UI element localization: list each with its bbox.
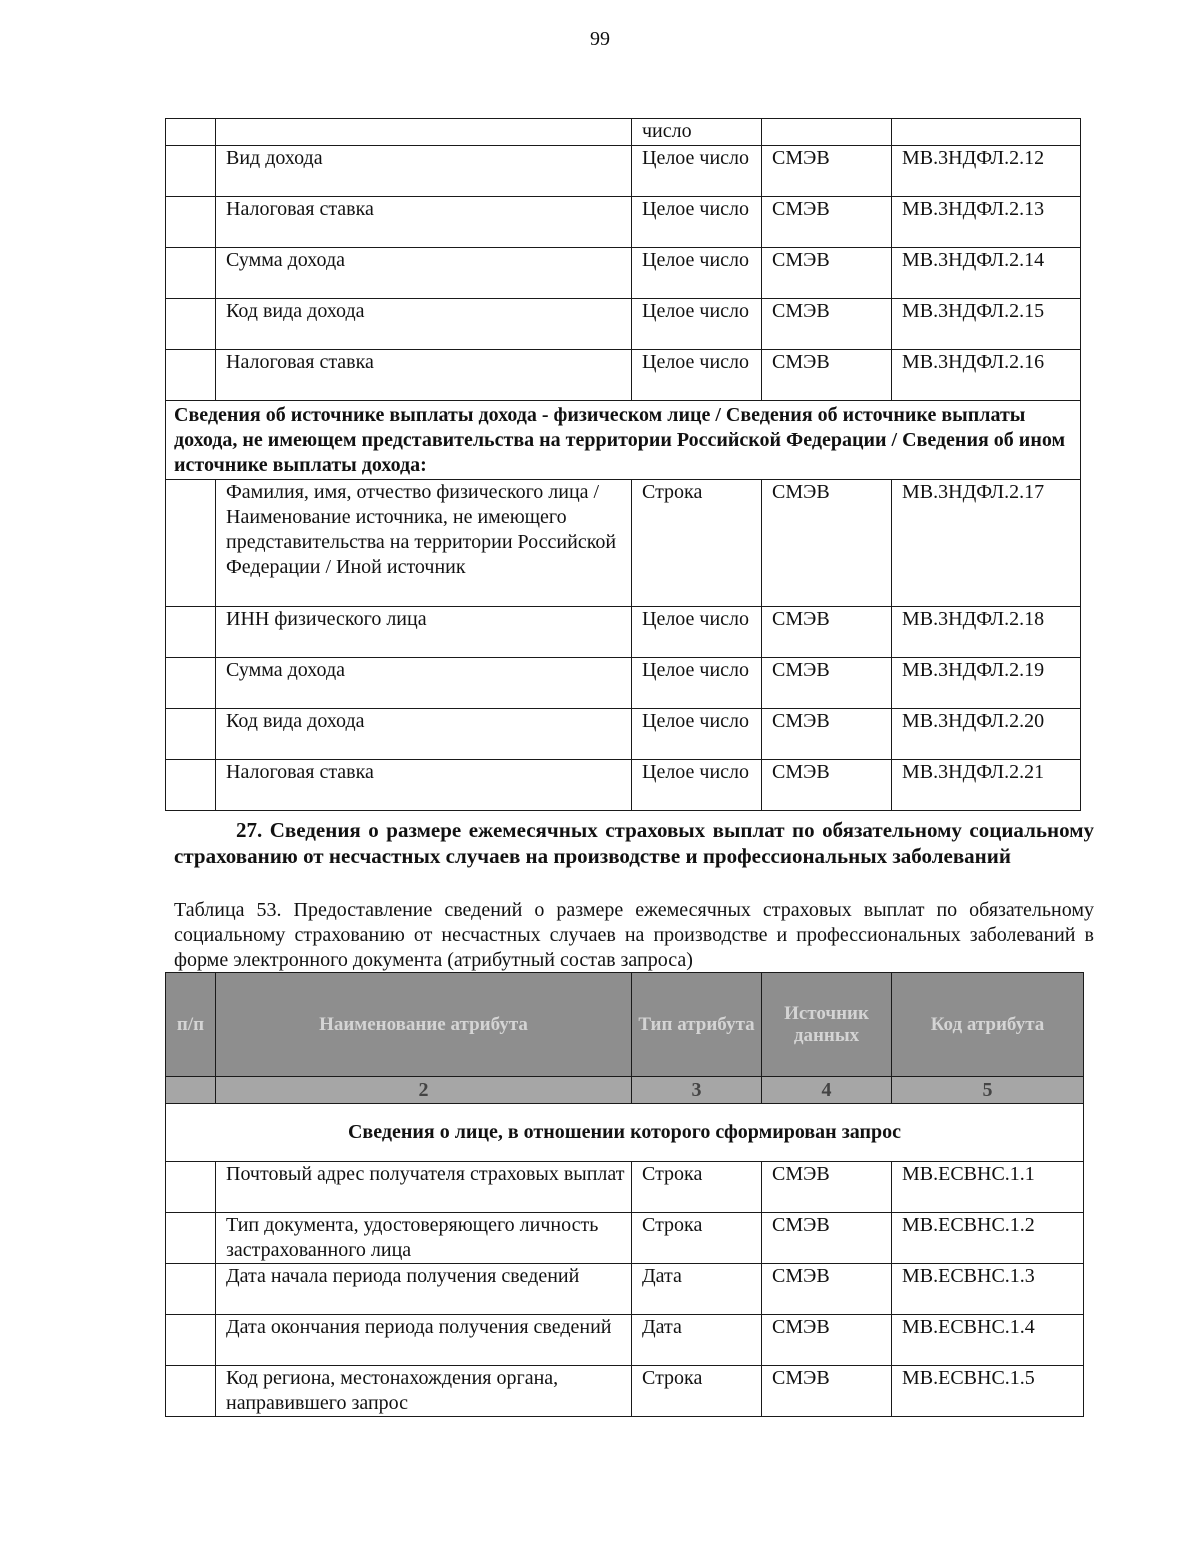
row-number-cell <box>166 607 216 658</box>
attribute-name-cell: Вид дохода <box>216 146 632 197</box>
attribute-code-cell: МВ.3НДФЛ.2.16 <box>892 350 1081 401</box>
row-number-cell <box>166 1315 216 1366</box>
attribute-name-cell: Сумма дохода <box>216 658 632 709</box>
row-number-cell <box>166 350 216 401</box>
data-source-cell: СМЭВ <box>762 1366 892 1417</box>
row-number-cell <box>166 480 216 607</box>
attribute-name-cell: ИНН физического лица <box>216 607 632 658</box>
attribute-type-cell: Строка <box>632 480 762 607</box>
attribute-name-cell: Фамилия, имя, отчество физического лица / Наименование источника, не имеющего представительства на территории Российской Федерации / Иной источник <box>216 480 632 607</box>
data-source-cell: СМЭВ <box>762 709 892 760</box>
table-row <box>166 607 1081 658</box>
row-number-cell <box>166 760 216 811</box>
table-row <box>166 760 1081 811</box>
header-number-cell: 5 <box>892 1077 1084 1104</box>
header-cell-code: Код атрибута <box>892 973 1084 1077</box>
header-number-cell: 4 <box>762 1077 892 1104</box>
attribute-type-cell: Дата <box>632 1264 762 1315</box>
attribute-type-cell: Строка <box>632 1162 762 1213</box>
attribute-name-cell: Налоговая ставка <box>216 350 632 401</box>
attribute-code-cell: МВ.3НДФЛ.2.13 <box>892 197 1081 248</box>
attribute-name-cell: Код региона, местонахождения органа, направившего запрос <box>216 1366 632 1417</box>
attribute-type-cell: Целое число <box>632 197 762 248</box>
table-header-numbers-row <box>166 1077 1084 1104</box>
table-section-row <box>166 401 1081 480</box>
attribute-name-cell: Код вида дохода <box>216 709 632 760</box>
table-row <box>166 146 1081 197</box>
table-section-row <box>166 1104 1084 1162</box>
attribute-name-cell: Дата начала периода получения сведений <box>216 1264 632 1315</box>
attribute-name-cell: Почтовый адрес получателя страховых выплат <box>216 1162 632 1213</box>
table-row <box>166 1315 1084 1366</box>
header-cell-source: Источник данных <box>762 973 892 1077</box>
row-number-cell <box>166 1366 216 1417</box>
data-source-cell: СМЭВ <box>762 1264 892 1315</box>
data-source-cell: СМЭВ <box>762 480 892 607</box>
attribute-type-cell: Строка <box>632 1366 762 1417</box>
header-cell-type: Тип атрибута <box>632 973 762 1077</box>
attribute-type-cell: Целое число <box>632 760 762 811</box>
table-header-row <box>166 973 1084 1077</box>
table-row <box>166 709 1081 760</box>
header-cell-num: п/п <box>166 973 216 1077</box>
attribute-name-cell: Код вида дохода <box>216 299 632 350</box>
data-source-cell <box>762 119 892 146</box>
table-row <box>166 1264 1084 1315</box>
table-row <box>166 1162 1084 1213</box>
header-number-cell <box>166 1077 216 1104</box>
table-row <box>166 1366 1084 1417</box>
data-source-cell: СМЭВ <box>762 248 892 299</box>
row-number-cell <box>166 1264 216 1315</box>
attribute-type-cell: Целое число <box>632 658 762 709</box>
table-row <box>166 299 1081 350</box>
attribute-code-cell: МВ.3НДФЛ.2.21 <box>892 760 1081 811</box>
attribute-code-cell: МВ.ЕСВНС.1.1 <box>892 1162 1084 1213</box>
attribute-code-cell: МВ.ЕСВНС.1.2 <box>892 1213 1084 1264</box>
attribute-name-cell: Налоговая ставка <box>216 197 632 248</box>
row-number-cell <box>166 248 216 299</box>
data-source-cell: СМЭВ <box>762 299 892 350</box>
row-number-cell <box>166 1213 216 1264</box>
attribute-code-cell <box>892 119 1081 146</box>
section-title-cell: Сведения об источнике выплаты дохода - физическом лице / Сведения об источнике выплаты дохода, не имеющем представительства на территории Российской Федерации / Сведения об ином источнике выплаты дохода: <box>166 401 1081 480</box>
attribute-code-cell: МВ.ЕСВНС.1.3 <box>892 1264 1084 1315</box>
attribute-type-cell: Целое число <box>632 709 762 760</box>
attribute-code-cell: МВ.3НДФЛ.2.15 <box>892 299 1081 350</box>
attribute-code-cell: МВ.ЕСВНС.1.5 <box>892 1366 1084 1417</box>
row-number-cell <box>166 1162 216 1213</box>
page-number: 99 <box>590 28 610 50</box>
table-caption: Таблица 53. Предоставление сведений о размере ежемесячных страховых выплат по обязательному социальному страхованию от несчастных случаев на производстве и профессиональных заболеваний в форме электронного документа (атрибутный состав запроса) <box>174 899 1094 971</box>
attributes-table-53 <box>165 972 1084 1417</box>
row-number-cell <box>166 119 216 146</box>
attribute-name-cell: Налоговая ставка <box>216 760 632 811</box>
attribute-type-cell: число <box>632 119 762 146</box>
table-row <box>166 1213 1084 1264</box>
section-title-cell: Сведения о лице, в отношении которого сформирован запрос <box>166 1104 1084 1162</box>
row-number-cell <box>166 658 216 709</box>
attributes-table-continued <box>165 118 1081 811</box>
attribute-name-cell: Сумма дохода <box>216 248 632 299</box>
attribute-type-cell: Целое число <box>632 299 762 350</box>
attribute-type-cell: Дата <box>632 1315 762 1366</box>
attribute-type-cell: Целое число <box>632 146 762 197</box>
data-source-cell: СМЭВ <box>762 1213 892 1264</box>
attribute-code-cell: МВ.3НДФЛ.2.19 <box>892 658 1081 709</box>
row-number-cell <box>166 299 216 350</box>
table-row <box>166 480 1081 607</box>
attribute-code-cell: МВ.3НДФЛ.2.17 <box>892 480 1081 607</box>
data-source-cell: СМЭВ <box>762 1315 892 1366</box>
attribute-name-cell <box>216 119 632 146</box>
table-row <box>166 658 1081 709</box>
data-source-cell: СМЭВ <box>762 197 892 248</box>
table-row <box>166 248 1081 299</box>
table-row <box>166 197 1081 248</box>
row-number-cell <box>166 709 216 760</box>
attribute-code-cell: МВ.ЕСВНС.1.4 <box>892 1315 1084 1366</box>
attribute-type-cell: Целое число <box>632 350 762 401</box>
header-number-cell: 3 <box>632 1077 762 1104</box>
row-number-cell <box>166 146 216 197</box>
data-source-cell: СМЭВ <box>762 607 892 658</box>
attribute-type-cell: Строка <box>632 1213 762 1264</box>
attribute-type-cell: Целое число <box>632 607 762 658</box>
attribute-name-cell: Дата окончания периода получения сведений <box>216 1315 632 1366</box>
header-number-cell: 2 <box>216 1077 632 1104</box>
attribute-code-cell: МВ.3НДФЛ.2.20 <box>892 709 1081 760</box>
data-source-cell: СМЭВ <box>762 760 892 811</box>
data-source-cell: СМЭВ <box>762 1162 892 1213</box>
attribute-code-cell: МВ.3НДФЛ.2.12 <box>892 146 1081 197</box>
header-cell-name: Наименование атрибута <box>216 973 632 1077</box>
table-row <box>166 350 1081 401</box>
row-number-cell <box>166 197 216 248</box>
attribute-type-cell: Целое число <box>632 248 762 299</box>
table-row <box>166 119 1081 146</box>
data-source-cell: СМЭВ <box>762 146 892 197</box>
data-source-cell: СМЭВ <box>762 350 892 401</box>
data-source-cell: СМЭВ <box>762 658 892 709</box>
attribute-name-cell: Тип документа, удостоверяющего личность застрахованного лица <box>216 1213 632 1264</box>
attribute-code-cell: МВ.3НДФЛ.2.14 <box>892 248 1081 299</box>
section-heading: 27. Сведения о размере ежемесячных страховых выплат по обязательному социальному страхованию от несчастных случаев на производстве и профессиональных заболеваний <box>174 818 1094 868</box>
attribute-code-cell: МВ.3НДФЛ.2.18 <box>892 607 1081 658</box>
